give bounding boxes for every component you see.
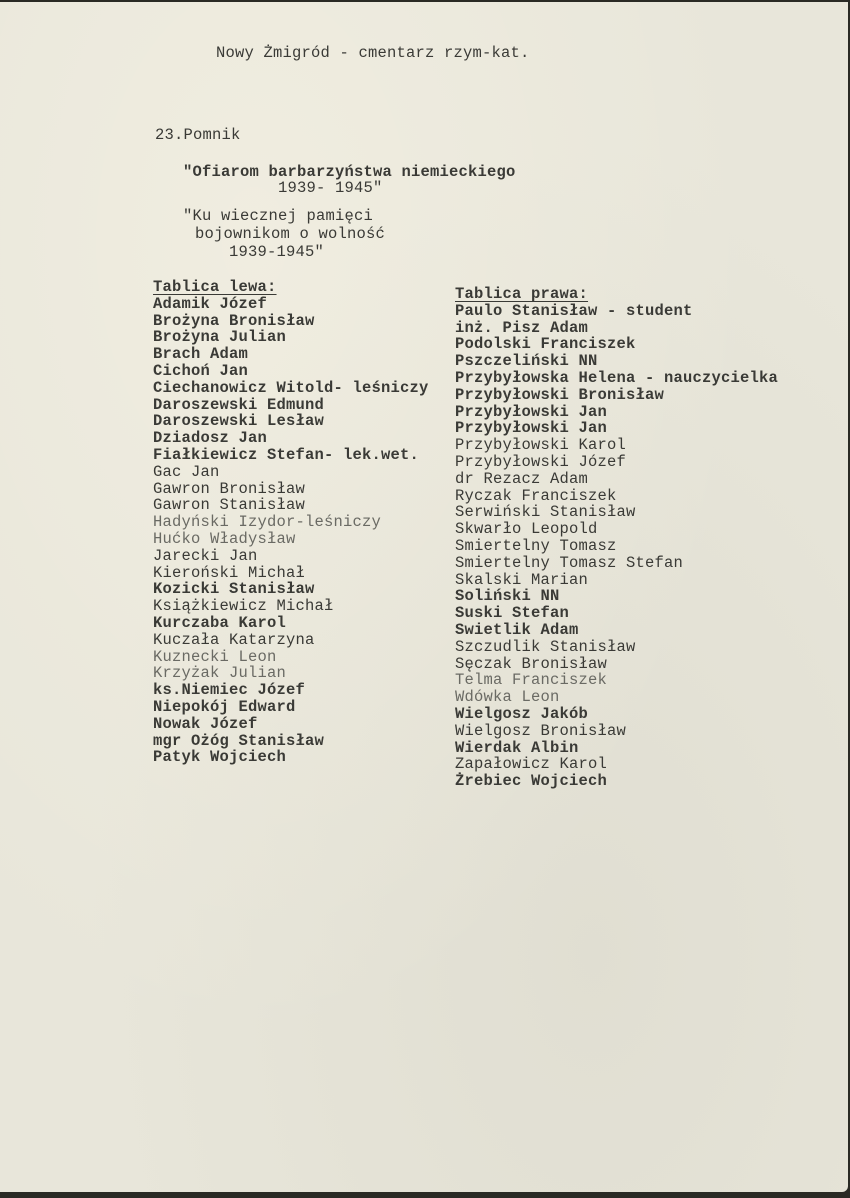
list-item: Daroszewski Lesław [153,412,325,431]
list-item: Zapałowicz Karol [455,755,608,774]
list-item: Wielgosz Jakób [455,704,589,723]
list-item: Podolski Franciszek [455,335,636,354]
list-item: Brach Adam [153,345,249,364]
list-item: Gawron Bronisław [153,479,306,498]
list-item: Suski Stefan [455,604,570,623]
list-item: Soliński NN [455,587,560,606]
list-item: Nowak Józef [153,714,258,733]
list-item: Skalski Marian [455,570,589,589]
list-item: Gac Jan [153,462,220,481]
list-item: Wdówka Leon [455,688,560,707]
section-title: 23.Pomnik [155,126,241,144]
list-item: Przybyłowski Józef [455,452,627,471]
list-item: Dziadosz Jan [153,429,268,448]
list-item: Telma Franciszek [455,671,608,690]
list-item: Kieroński Michał [153,563,306,582]
document-header: Nowy Żmigród - cmentarz rzym-kat. [216,44,530,62]
list-item: inż. Pisz Adam [455,318,589,337]
list-item: Swietlik Adam [455,620,579,639]
list-item: Przybyłowski Jan [455,402,608,421]
list-item: Paulo Stanisław - student [455,301,693,320]
inscription-1-line-2: 1939- 1945" [278,179,383,197]
list-item: Przybyłowski Bronisław [455,385,665,404]
list-item: Smiertelny Tomasz Stefan [455,553,684,572]
list-item: Serwiński Stanisław [455,503,636,522]
left-plaque-heading: Tablica lewa: [153,278,277,296]
left-plaque-list [153,279,429,766]
inscription-1-line-1: "Ofiarom barbarzyństwa niemieckiego [183,163,516,181]
list-item: Hućko Władysław [153,529,296,548]
list-item: Brożyna Bronisław [153,311,315,330]
list-item: Przybyłowska Helena - nauczycielka [455,368,779,387]
list-item: Krzyżak Julian [153,664,287,683]
list-item: Gawron Stanisław [153,496,306,515]
right-plaque-heading: Tablica prawa: [455,285,589,303]
list-item: Jarecki Jan [153,546,258,565]
list-item: Książkiewicz Michał [153,597,334,616]
list-item: Skwarło Leopold [455,520,598,539]
list-item: Wierdak Albin [455,738,579,757]
list-item: Ryczak Franciszek [455,486,617,505]
list-item: Pszczeliński NN [455,352,598,371]
list-item: Wielgosz Bronisław [455,721,627,740]
list-item: Żrebiec Wojciech [455,772,608,791]
list-item: Kuczała Katarzyna [153,630,315,649]
inscription-2-line-3: 1939-1945" [229,243,325,261]
list-item: Cichoń Jan [153,361,249,380]
inscription-2-line-2: bojownikom o wolność [195,225,386,243]
list-item: Hadyński Izydor-leśniczy [153,513,382,532]
list-item: mgr Ożóg Stanisław [153,731,325,750]
inscription-2-line-1: "Ku wiecznej pamięci [183,207,374,225]
list-item: Sęczak Bronisław [455,654,608,673]
list-item: Fiałkiewicz Stefan- lek.wet. [153,445,420,464]
right-plaque-list [455,286,778,790]
list-item: Szczudlik Stanisław [455,637,636,656]
list-item: Adamik Józef [153,294,268,313]
list-item: Przybyłowski Jan [455,419,608,438]
list-item: Patyk Wojciech [153,748,287,767]
list-item: Brożyna Julian [153,328,287,347]
list-item: Niepokój Edward [153,697,296,716]
list-item: ks.Niemiec Józef [153,681,306,700]
list-item: dr Rezacz Adam [455,469,589,488]
list-item: Daroszewski Edmund [153,395,325,414]
list-item: Smiertelny Tomasz [455,536,617,555]
list-item: Przybyłowski Karol [455,436,627,455]
list-item: Kurczaba Karol [153,613,287,632]
list-item: Ciechanowicz Witold- leśniczy [153,378,429,397]
list-item: Kozicki Stanisław [153,580,315,599]
document-page [0,2,848,1192]
list-item: Kuznecki Leon [153,647,277,666]
